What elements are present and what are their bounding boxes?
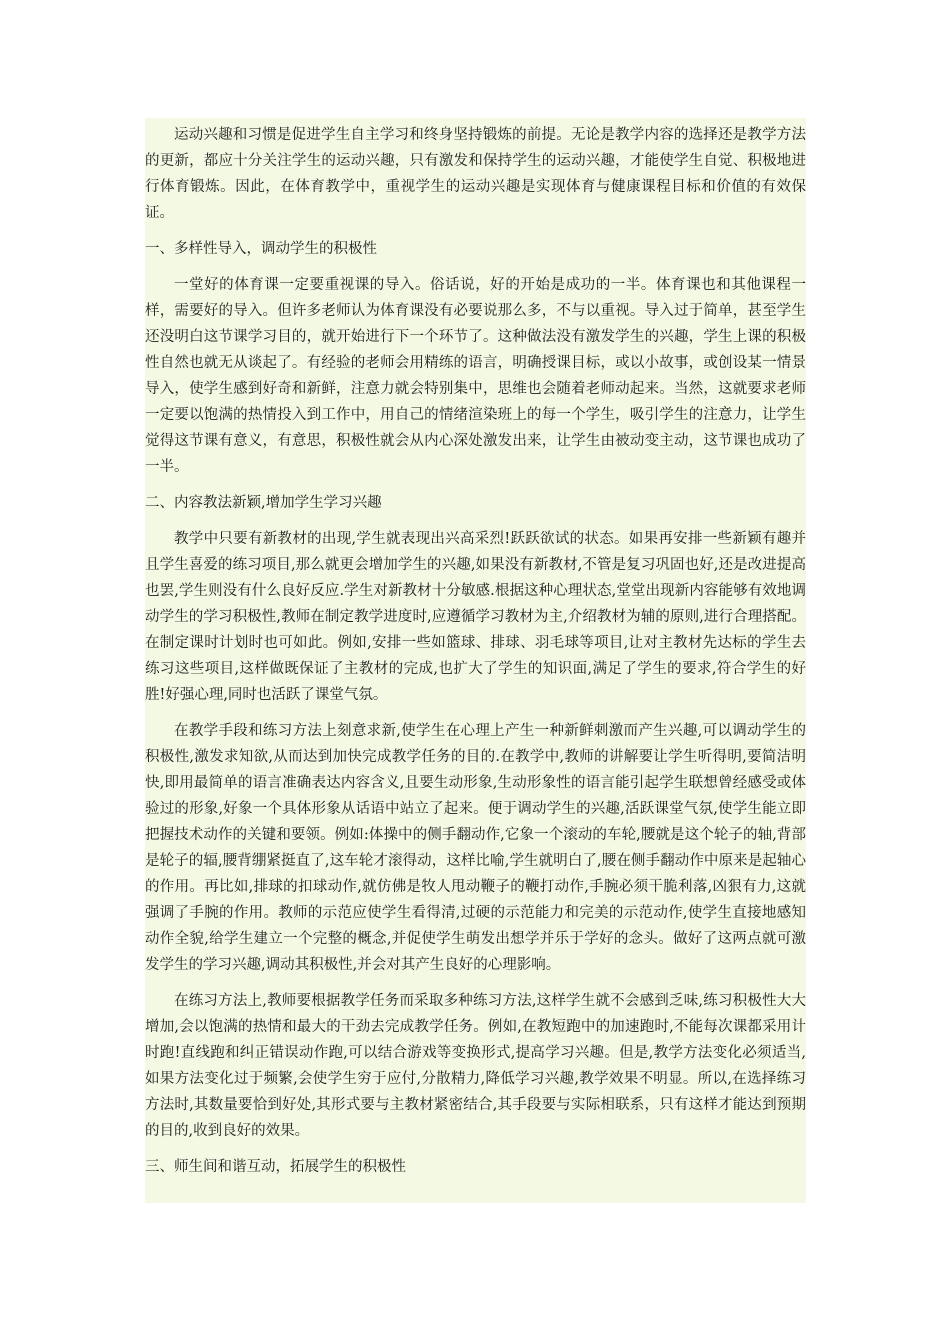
section-2-paragraph-1: 教学中只要有新教材的出现,学生就表现出兴高采烈!跃跃欲试的状态。如果再安排一些新颖有趣并且学生喜爱的练习项目,那么就更会增加学生的兴趣,如果没有新教材,不管是复习巩固也好,还是改进提高也罢,学生则没有什么良好反应.学生对新教材十分敏感.根据这种心理状态,堂堂出现新内容能够有效地调动学生的学习积极性,教师在制定教学进度时,应遵循学习教材为主,介绍教材为辅的原则,进行合理搭配。在制定课时计划时也可如此。例如,安排一些如篮球、排球、羽毛球等项目,让对主教材先达标的学生去练习这些项目,这样做既保证了主教材的完成,也扩大了学生的知识面,满足了学生的要求,符合学生的好胜!好强心理,同时也活跃了课堂气氛。 xyxy=(145,531,806,703)
section-2-paragraph-3: 在练习方法上,教师要根据教学任务而采取多种练习方法,这样学生就不会感到乏味,练习积极性大大增加,会以饱满的热情和最大的干劲去完成教学任务。例如,在教短跑中的加速跑时,不能每次课都采用计时跑!直线跑和纠正错误动作跑,可以结合游戏等变换形式,提高学习兴趣。但是,教学方法变化必须适当,如果方法变化过于频繁,会使学生穷于应付,分散精力,降低学习兴趣,教学效果不明显。所以,在选择练习方法时,其数量要恰到好处,其形式要与主教材紧密结合,其手段要与实际相联系，只有这样才能达到预期的目的,收到良好的效果。 xyxy=(145,993,806,1139)
section-heading-2: 二、内容教法新颖,增加学生学习兴趣 xyxy=(145,495,382,511)
section-1-paragraph: 一堂好的体育课一定要重视课的导入。俗话说，好的开始是成功的一半。体育课也和其他课程一样，需要好的导入。但许多老师认为体育课没有必要说那么多，不与以重视。导入过于简单，甚至学生还没明白这节课学习目的，就开始进行下一个环节了。这种做法没有激发学生的兴趣，学生上课的积极性自然也就无从谈起了。有经验的老师会用精练的语言，明确授课目标，或以小故事，或创设某一情景导入，使学生感到好奇和新鲜，注意力就会特别集中，思维也会随着老师动起来。当然，这就要求老师一定要以饱满的热情投入到工作中，用自己的情绪渲染班上的每一个学生，吸引学生的注意力，让学生觉得这节课有意义，有意思，积极性就会从内心深处激发出来，让学生由被动变主动，这节课也成功了一半。 xyxy=(145,277,806,475)
section-heading-1: 一、多样性导入，调动学生的积极性 xyxy=(145,241,377,257)
document-page xyxy=(145,118,806,1203)
document-body xyxy=(145,118,806,1180)
section-heading-3: 三、师生间和谐互动，拓展学生的积极性 xyxy=(145,1159,406,1175)
intro-paragraph: 运动兴趣和习惯是促进学生自主学习和终身坚持锻炼的前提。无论是教学内容的选择还是教学方法的更新，都应十分关注学生的运动兴趣，只有激发和保持学生的运动兴趣，才能使学生自觉、积极地进行体育锻炼。因此，在体育教学中，重视学生的运动兴趣是实现体育与健康课程目标和价值的有效保证。 xyxy=(145,127,806,221)
section-2-paragraph-2: 在教学手段和练习方法上刻意求新,使学生在心理上产生一种新鲜刺激而产生兴趣,可以调动学生的积极性,激发求知欲,从而达到加快完成教学任务的目的.在教学中,教师的讲解要让学生听得明,要简洁明快,即用最简单的语言准确表达内容含义,且要生动形象,生动形象性的语言能引起学生联想曾经感受或体验过的形象,好象一个具体形象从话语中站立了起来。便于调动学生的兴趣,活跃课堂气氛,使学生能立即把握技术动作的关键和要领。例如:体操中的侧手翻动作,它象一个滚动的车轮,腰就是这个轮子的轴,背部是轮子的辐,腰背绷紧挺直了,这车轮才滚得动，这样比喻,学生就明白了,腰在侧手翻动作中原来是起轴心的作用。再比如,排球的扣球动作,就仿佛是牧人甩动鞭子的鞭打动作,手腕必须干脆利落,凶狠有力,这就强调了手腕的作用。教师的示范应使学生看得清,过硬的示范能力和完美的示范动作,使学生直接地感知动作全貌,给学生建立一个完整的概念,并促使学生萌发出想学并乐于学好的念头。做好了这两点就可激发学生的学习兴趣,调动其积极性,并会对其产生良好的心理影响。 xyxy=(145,723,806,973)
